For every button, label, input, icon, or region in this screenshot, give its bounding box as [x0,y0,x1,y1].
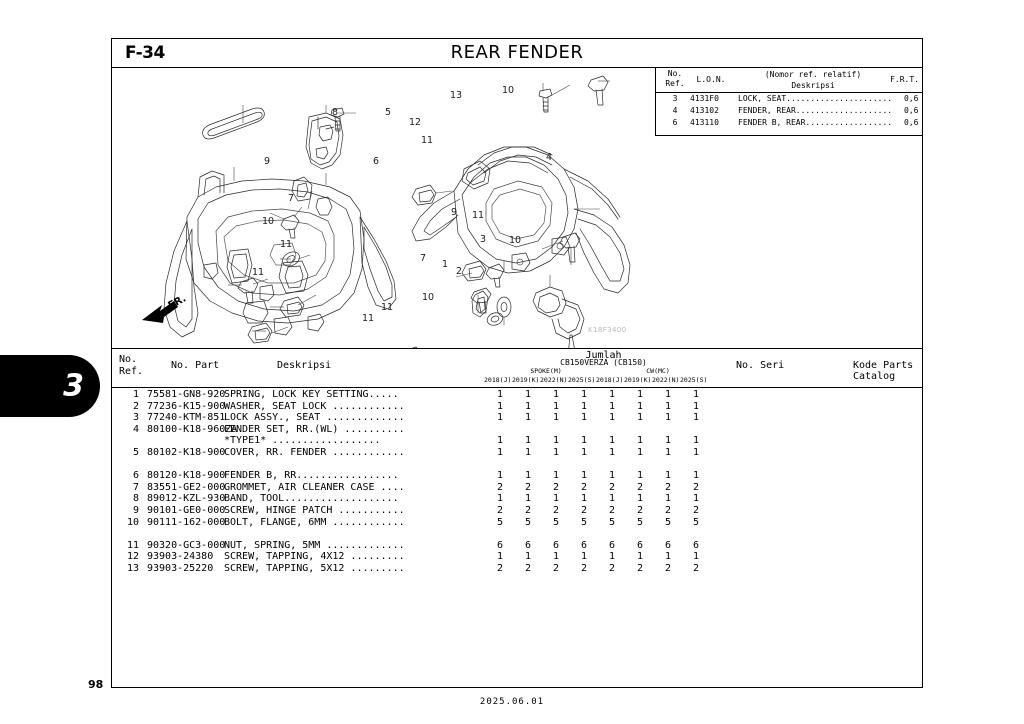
row-description: FENDER SET, RR.(WL) .......... [224,423,405,435]
diagram-callout: 11 [280,239,293,250]
diagram-callout: 10 [262,216,275,227]
row-quantity: 1 [580,551,588,563]
frt-row-value: 0,6 [904,94,919,103]
row-quantity: 1 [524,412,532,424]
row-quantity: 1 [664,400,672,412]
row-part-number: 80120-K18-900 [147,470,226,482]
row-quantity: 1 [608,551,616,563]
row-description: BAND, TOOL................... [224,493,399,505]
diagram-callout: 9 [451,207,458,218]
row-quantity: 2 [664,504,672,516]
row-quantity: 1 [664,446,672,458]
row-ref-number: 12 [126,551,139,563]
header-year: 2022(N) [652,376,680,384]
row-quantity: 2 [664,562,672,574]
row-part-number: 90101-GE0-000 [147,504,226,516]
row-quantity: 2 [636,504,644,516]
header-year: 2019(K) [512,376,540,384]
row-quantity: 1 [496,435,504,447]
header-variant-spoke: SPOKE(M) [530,367,562,375]
row-quantity: 1 [552,551,560,563]
row-quantity: 1 [664,470,672,482]
header-jumlah: Jumlah [585,350,622,361]
table-row [111,389,923,401]
row-part-number: 80100-K18-960ZA [147,423,238,435]
row-quantity: 2 [608,562,616,574]
diagram-callout: 11 [421,135,434,146]
section-tab [0,355,100,417]
diagram-callout: 2 [456,266,463,277]
diagram-callout: 11 [381,302,394,313]
row-quantity: 1 [580,446,588,458]
row-quantity: 1 [580,435,588,447]
row-quantity: 1 [552,446,560,458]
row-quantity: 1 [692,412,700,424]
header-year: 2019(K) [624,376,652,384]
row-quantity: 1 [636,551,644,563]
frt-row-description: LOCK, SEAT...................... [738,94,893,103]
row-quantity: 2 [636,481,644,493]
row-quantity: 2 [524,481,532,493]
row-quantity: 1 [664,412,672,424]
row-description: FENDER B, RR................. [224,470,399,482]
row-quantity: 1 [580,412,588,424]
row-quantity: 2 [552,562,560,574]
row-quantity: 1 [692,435,700,447]
parts-table-body [111,389,923,575]
row-quantity: 1 [636,412,644,424]
row-quantity: 2 [496,504,504,516]
row-description: SCREW, HINGE PATCH ........... [224,504,405,516]
table-row [111,412,923,424]
row-quantity: 1 [692,446,700,458]
row-quantity: 1 [636,470,644,482]
diagram-callout: 4 [546,152,553,163]
footer-date: 2025.06.01 [479,697,545,707]
frt-header-frt: F.R.T. [890,75,919,84]
row-part-number: 93903-25220 [147,562,214,574]
section-tab-number: 3 [63,368,84,404]
row-quantity: 2 [664,481,672,493]
row-quantity: 1 [524,400,532,412]
row-quantity: 1 [552,400,560,412]
fr-label: FR. [166,293,189,312]
diagram-callout: 7 [420,253,427,264]
diagram-callout: 12 [409,117,422,128]
row-quantity: 1 [636,446,644,458]
row-quantity: 1 [496,446,504,458]
row-quantity: 1 [524,493,532,505]
row-quantity: 1 [552,435,560,447]
diagram-callout: 7 [288,193,295,204]
row-quantity: 5 [692,516,700,528]
table-row [111,517,923,529]
frt-row-value: 0,6 [904,106,919,115]
row-description: LOCK ASSY., SEAT ............. [224,412,405,424]
row-part-number: 77236-K15-900 [147,400,226,412]
row-quantity: 1 [636,400,644,412]
header-variant-cw: CW(MC) [646,367,670,375]
title-bar [111,38,923,68]
row-part-number: 75581-GN8-920 [147,389,226,400]
row-quantity: 1 [692,470,700,482]
front-direction-marker [140,293,200,330]
frt-row [656,93,923,105]
row-quantity: 5 [496,516,504,528]
row-quantity: 1 [608,389,616,400]
row-quantity: 6 [524,539,532,551]
row-description: GROMMET, AIR CLEANER CASE .... [224,481,405,493]
row-quantity: 1 [636,493,644,505]
row-quantity: 1 [580,493,588,505]
row-quantity: 1 [608,435,616,447]
frt-row-description: FENDER, REAR.................... [738,106,893,115]
row-quantity: 6 [580,539,588,551]
header-year: 2025(S) [680,376,708,384]
row-quantity: 1 [524,551,532,563]
row-quantity: 1 [664,551,672,563]
table-row [111,540,923,552]
row-ref-number: 11 [126,539,139,551]
row-ref-number: 6 [132,470,139,482]
row-quantity: 1 [524,389,532,400]
header-kode-parts-catalog: Kode Parts Catalog [853,360,914,382]
row-quantity: 2 [580,504,588,516]
row-quantity: 1 [524,446,532,458]
row-quantity: 1 [524,435,532,447]
row-quantity: 1 [496,551,504,563]
row-ref-number: 4 [132,423,139,435]
row-ref-number: 8 [132,493,139,505]
diagram-callout: 10 [422,292,435,303]
header-year: 2022(N) [540,376,568,384]
table-row [111,482,923,494]
row-quantity: 1 [580,470,588,482]
row-quantity: 6 [496,539,504,551]
row-quantity: 1 [580,389,588,400]
row-quantity: 6 [692,539,700,551]
row-quantity: 1 [608,400,616,412]
row-quantity: 1 [692,400,700,412]
frt-row [656,105,923,117]
frt-row-ref: 6 [672,118,678,127]
diagram-callout: 10 [509,235,522,246]
diagram-callout: 13 [450,90,463,101]
row-quantity: 2 [692,562,700,574]
row-quantity: 6 [552,539,560,551]
frt-row-ref: 3 [672,94,678,103]
row-quantity: 1 [608,446,616,458]
table-row [111,401,923,413]
row-part-number: 83551-GE2-000 [147,481,226,493]
row-part-number: 93903-24380 [147,551,214,563]
row-quantity: 5 [664,516,672,528]
row-quantity: 2 [580,562,588,574]
header-no-part: No. Part [171,360,220,371]
frt-row-lon: 413102 [690,106,719,115]
row-quantity: 2 [580,481,588,493]
header-year: 2025(S) [568,376,596,384]
frt-header-lon: L.O.N. [696,75,726,84]
footer-page-number: 98 [88,678,104,691]
table-row [111,551,923,563]
table-row [111,493,923,505]
row-quantity: 1 [524,470,532,482]
row-part-number: 90111-162-000 [147,516,226,528]
row-quantity: 2 [552,504,560,516]
row-quantity: 1 [608,493,616,505]
row-quantity: 2 [692,481,700,493]
diagram-callout: 8 [332,107,339,118]
row-description: SPRING, LOCK KEY SETTING..... [224,389,399,400]
row-quantity: 2 [636,562,644,574]
row-quantity: 1 [552,470,560,482]
row-description: SCREW, TAPPING, 5X12 ......... [224,562,405,574]
diagram-callout: 9 [264,156,271,167]
row-quantity: 2 [608,504,616,516]
row-quantity: 1 [552,412,560,424]
diagram-callout: 10 [502,85,515,96]
row-ref-number: 7 [132,481,139,493]
row-part-number: 89012-KZL-930 [147,493,226,505]
row-quantity: 1 [692,389,700,400]
frt-table [655,68,923,136]
frt-row-value: 0,6 [904,118,919,127]
row-quantity: 5 [636,516,644,528]
diagram-callout: 6 [373,156,380,167]
row-quantity: 2 [692,504,700,516]
section-code: F-34 [125,43,165,63]
table-row [111,424,923,436]
header-year: 2018(J) [596,376,624,384]
row-part-number: 90320-GC3-000 [147,539,226,551]
frt-header-deskripsi: (Nomor ref. relatif) Deskripsi [764,70,862,90]
row-quantity: 1 [636,435,644,447]
frt-header-no-ref: No. Ref. [665,69,685,88]
row-quantity: 1 [664,389,672,400]
row-quantity: 1 [552,389,560,400]
table-row [111,470,923,482]
diagram-callout: 11 [252,267,265,278]
row-quantity: 1 [608,470,616,482]
row-quantity: 1 [552,493,560,505]
row-quantity: 1 [664,435,672,447]
table-row [111,459,923,471]
frt-row-ref: 4 [672,106,678,115]
row-quantity: 5 [608,516,616,528]
row-description: BOLT, FLANGE, 6MM ............ [224,516,405,528]
frt-table-header [656,68,923,93]
header-no-seri: No. Seri [736,360,785,371]
row-ref-number: 10 [126,516,139,528]
table-row [111,505,923,517]
row-description: NUT, SPRING, 5MM ............. [224,539,405,551]
row-quantity: 2 [608,481,616,493]
diagram-callout: 11 [472,210,485,221]
header-model: CB150VERZA (CB150) [560,358,647,367]
parts-table-header [111,348,923,388]
header-no-ref: No. Ref. [119,354,144,377]
row-quantity: 1 [664,493,672,505]
frt-row-lon: 413110 [690,118,719,127]
table-row [111,528,923,540]
row-quantity: 6 [636,539,644,551]
row-quantity: 5 [580,516,588,528]
row-ref-number: 2 [132,400,139,412]
frt-row [656,117,923,129]
row-quantity: 2 [496,481,504,493]
row-description: WASHER, SEAT LOCK ............ [224,400,405,412]
frt-table-body [656,93,923,129]
row-part-number: 77240-KTM-851 [147,412,226,424]
row-quantity: 2 [524,562,532,574]
diagram-callout: 11 [362,313,375,324]
row-quantity: 1 [496,389,504,400]
row-quantity: 2 [552,481,560,493]
diagram-callout: 5 [385,107,392,118]
row-ref-number: 13 [126,562,139,574]
row-quantity: 1 [496,493,504,505]
header-deskripsi: Deskripsi [277,360,332,371]
row-quantity: 1 [692,493,700,505]
row-description: *TYPE1* .................. [224,435,381,447]
row-quantity: 6 [608,539,616,551]
frt-row-description: FENDER B, REAR.................. [738,118,893,127]
row-part-number: 80102-K18-900 [147,446,226,458]
row-quantity: 6 [664,539,672,551]
row-description: SCREW, TAPPING, 4X12 ......... [224,551,405,563]
diagram-callout: 3 [480,234,487,245]
row-ref-number: 5 [132,446,139,458]
row-description: COVER, RR. FENDER ............ [224,446,405,458]
row-quantity: 5 [552,516,560,528]
page-title: REAR FENDER [450,42,584,63]
row-quantity: 2 [524,504,532,516]
row-quantity: 5 [524,516,532,528]
row-quantity: 2 [496,562,504,574]
row-ref-number: 1 [132,389,139,400]
row-ref-number: 3 [132,412,139,424]
row-quantity: 1 [580,400,588,412]
row-quantity: 1 [636,389,644,400]
row-ref-number: 9 [132,504,139,516]
drawing-code: K18F3400 [588,326,627,334]
row-quantity: 1 [496,400,504,412]
row-quantity: 1 [496,412,504,424]
row-quantity: 1 [692,551,700,563]
table-row [111,435,923,447]
table-row [111,447,923,459]
table-row [111,563,923,575]
row-quantity: 1 [496,470,504,482]
frt-row-lon: 4131F0 [690,94,719,103]
row-quantity: 1 [608,412,616,424]
header-year: 2018(J) [484,376,512,384]
diagram-callout: 1 [442,259,449,270]
